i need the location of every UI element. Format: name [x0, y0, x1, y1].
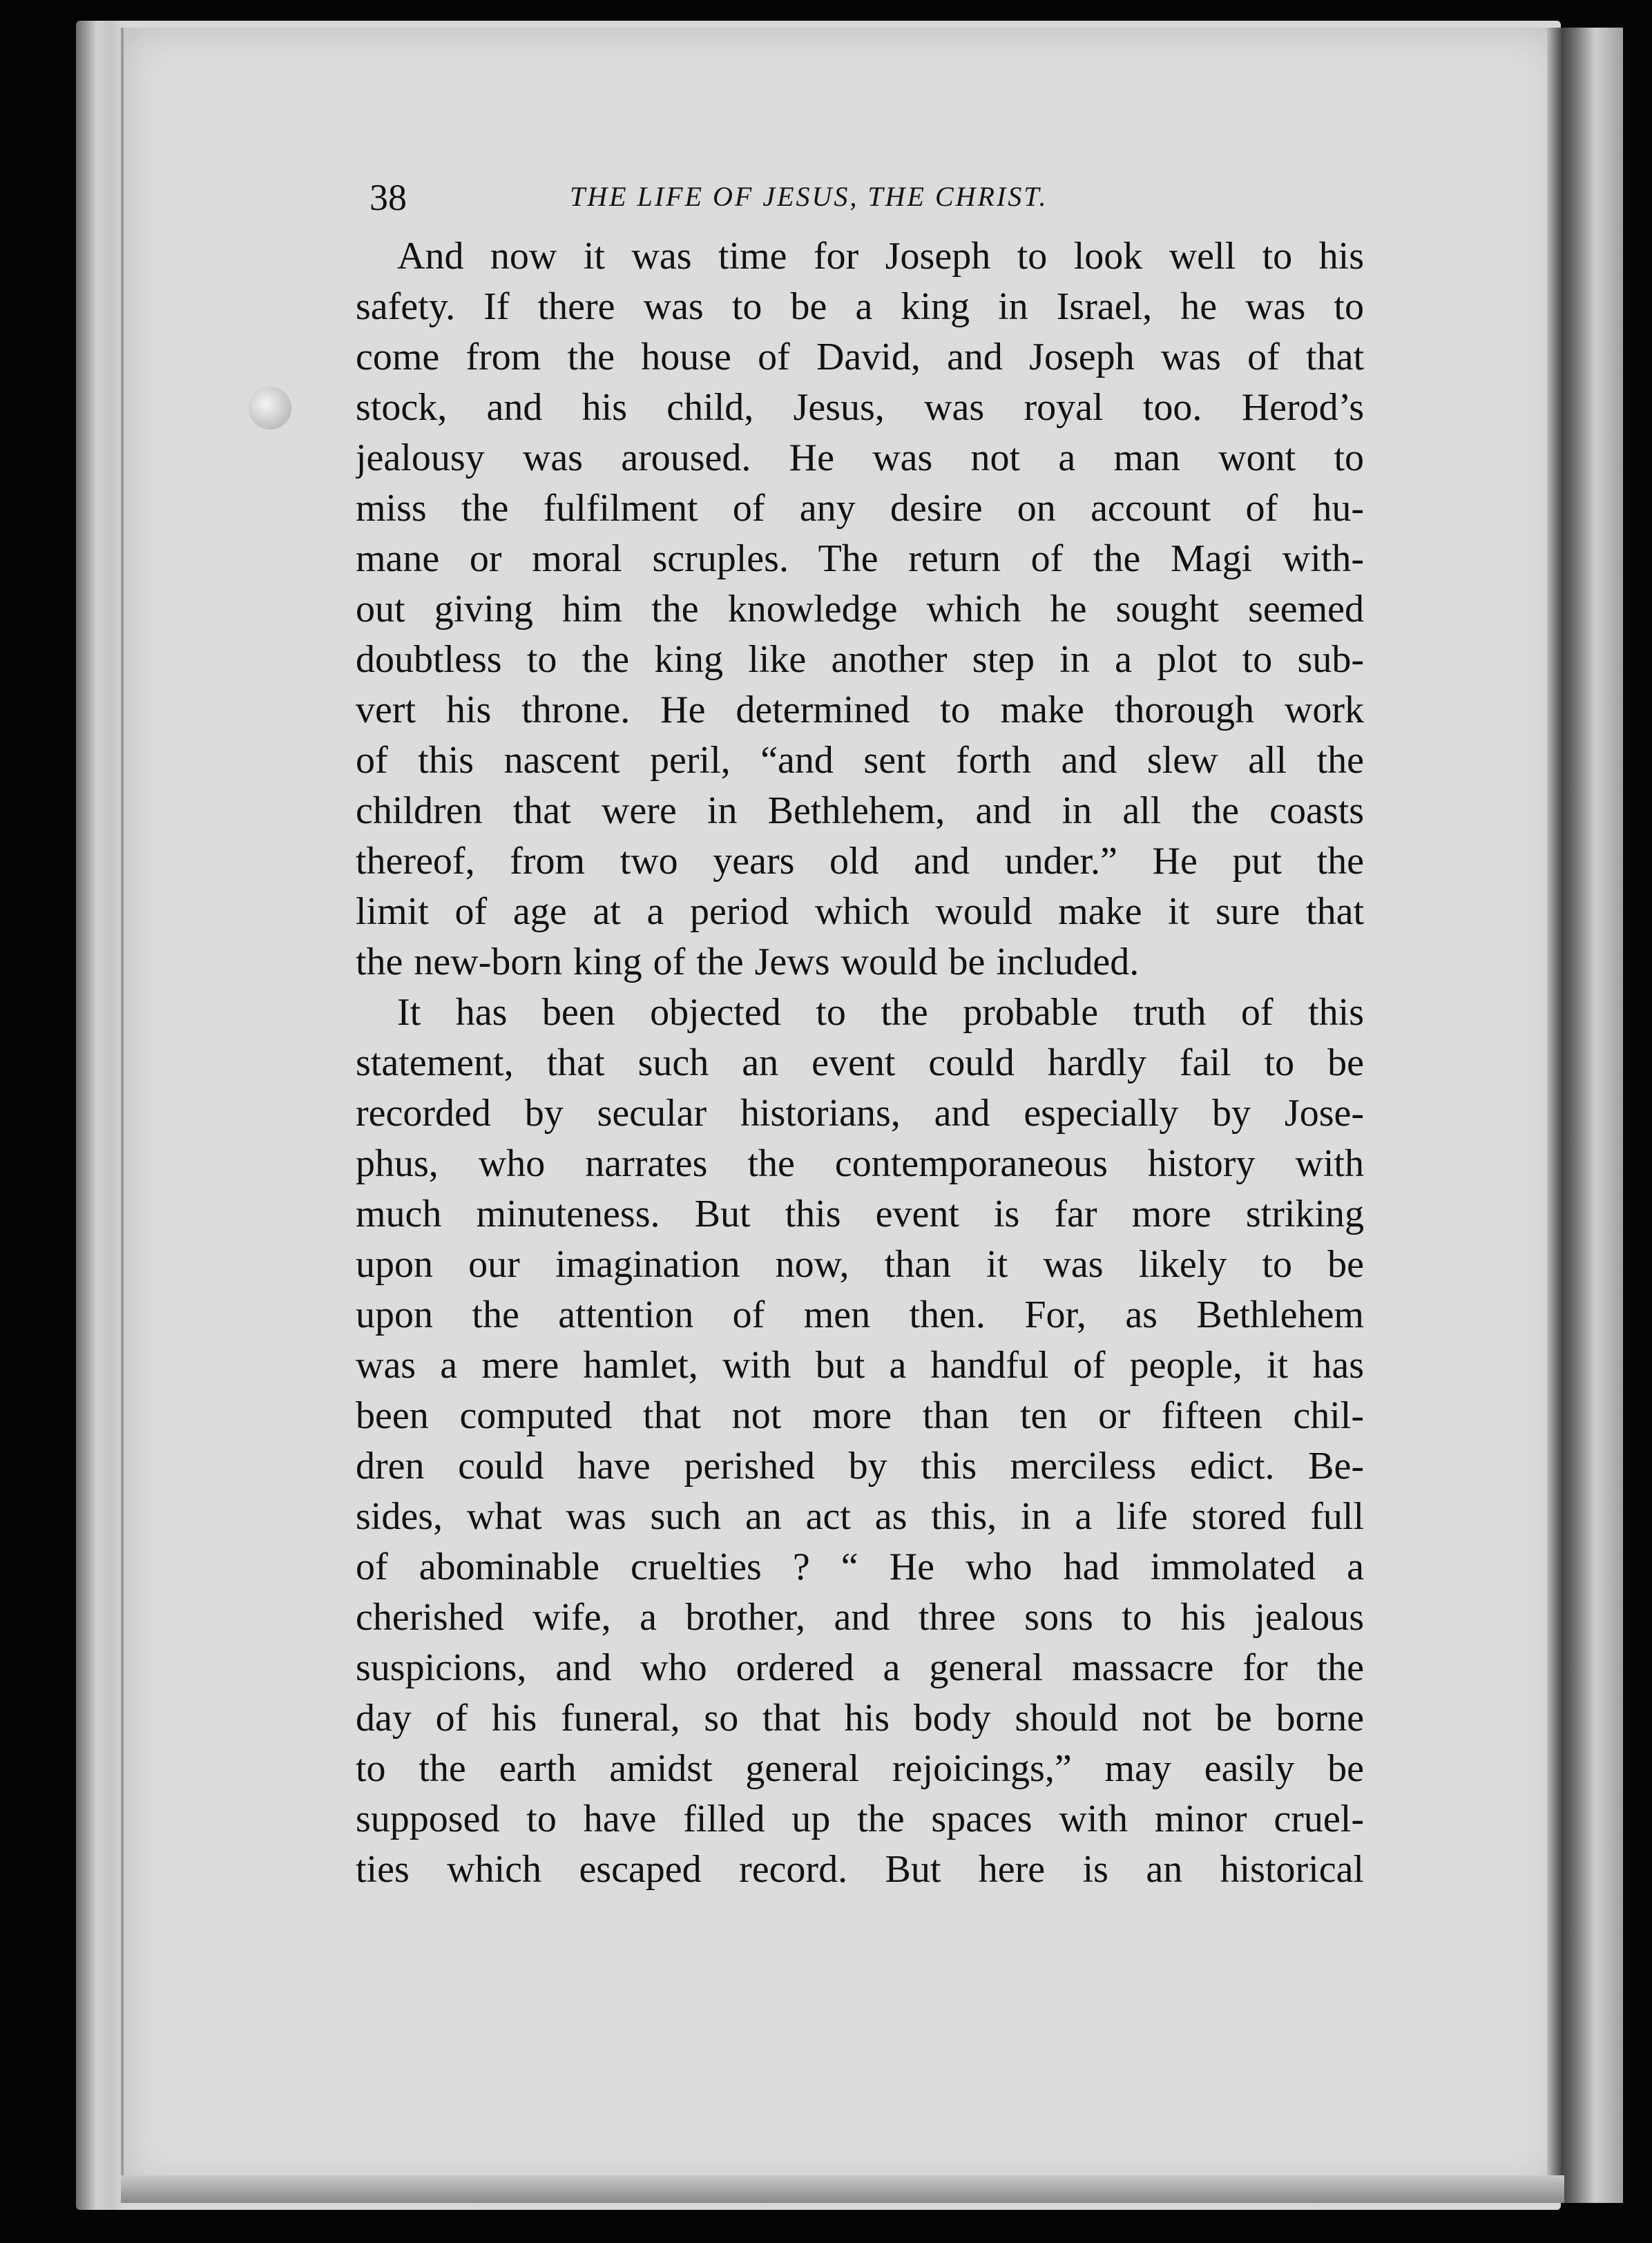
text-line: cherished wife, a brother, and three sons to his jealous [356, 1596, 1364, 1639]
text-line: out giving him the knowledge which he sought seemed [356, 588, 1364, 630]
text-line: dren could have perished by this merciless edict. Be- [356, 1445, 1364, 1488]
text-line: much minuteness. But this event is far more striking [356, 1193, 1364, 1235]
text-line: supposed to have filled up the spaces with minor cruel- [356, 1798, 1364, 1840]
running-title: THE LIFE OF JESUS, THE CHRIST. [570, 181, 1048, 212]
text-line: sides, what was such an act as this, in a life stored full [356, 1495, 1364, 1538]
text-line: of abominable cruelties ? “ He who had immolated a [356, 1546, 1364, 1588]
paragraph-2 [356, 988, 1364, 1895]
text-line: vert his throne. He determined to make thorough work [356, 689, 1364, 731]
text-line: phus, who narrates the contemporaneous history with [356, 1142, 1364, 1185]
paragraph-1 [356, 231, 1364, 988]
text-line: upon the attention of men then. For, as Bethlehem [356, 1293, 1364, 1336]
text-line: statement, that such an event could hardly fail to be [356, 1041, 1364, 1084]
text-line: limit of age at a period which would make it sure that [356, 890, 1364, 933]
text-line: ties which escaped record. But here is an historical [356, 1848, 1364, 1891]
text-line: the new-born king of the Jews would be included. [356, 941, 1140, 983]
text-line: stock, and his child, Jesus, was royal too. Herod’s [356, 386, 1364, 429]
text-line: doubtless to the king like another step in a plot to sub- [356, 638, 1364, 681]
text-line: mane or moral scruples. The return of the Magi with- [356, 537, 1364, 580]
page-content [356, 176, 1364, 1895]
text-line: It has been objected to the probable truth of this [397, 991, 1364, 1034]
text-line: And now it was time for Joseph to look well to his [397, 235, 1364, 278]
text-line: come from the house of David, and Joseph was of that [356, 336, 1364, 378]
text-line: safety. If there was to be a king in Israel, he was to [356, 285, 1364, 328]
text-line: recorded by secular historians, and especially by Jose- [356, 1092, 1364, 1135]
text-line: been computed that not more than ten or fifteen chil- [356, 1394, 1364, 1437]
text-line: day of his funeral, so that his body should not be borne [356, 1697, 1364, 1740]
text-line: children that were in Bethlehem, and in all the coasts [356, 789, 1364, 832]
book-gutter-edge [1547, 28, 1623, 2203]
text-line: upon our imagination now, than it was likely to be [356, 1243, 1364, 1286]
text-line: was a mere hamlet, with but a handful of people, it has [356, 1344, 1364, 1387]
text-line: suspicions, and who ordered a general massacre for the [356, 1646, 1364, 1689]
page-number: 38 [369, 177, 407, 218]
text-line: of this nascent peril, “and sent forth and slew all the [356, 739, 1364, 782]
text-line: thereof, from two years old and under.” He put the [356, 840, 1364, 883]
book-bottom-edge [121, 2175, 1564, 2203]
text-line: jealousy was aroused. He was not a man wont to [356, 436, 1364, 479]
running-head [356, 176, 1364, 231]
text-line: miss the fulfilment of any desire on account of hu- [356, 487, 1364, 530]
page-blemish [249, 387, 291, 430]
text-line: to the earth amidst general rejoicings,” may easily be [356, 1747, 1364, 1790]
